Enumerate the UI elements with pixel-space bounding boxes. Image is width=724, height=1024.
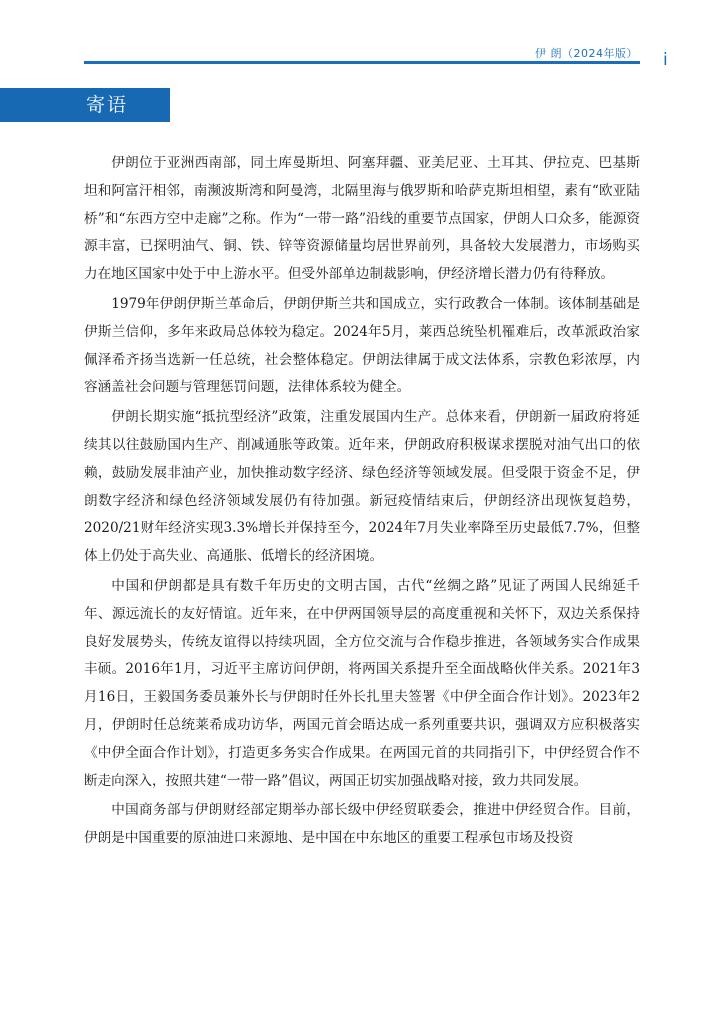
- section-banner: [0, 88, 170, 122]
- paragraph: 1979年伊朗伊斯兰革命后，伊朗伊斯兰共和国成立，实行政教合一体制。该体制基础是伊斯兰信仰，多年来政局总体较为稳定。2024年5月，莱西总统坠机罹难后，改革派政治家佩泽希齐扬当选新一任总统，社会整体稳定。伊朗法律属于成文法体系，宗教色彩浓厚，内容涵盖社会问题与管理惩罚问题，法律体系较为健全。: [84, 295, 640, 396]
- section-title: 寄语: [86, 94, 129, 116]
- body-text: [84, 150, 640, 855]
- paragraph: 中国商务部与伊朗财经部定期举办部长级中伊经贸联委会，推进中伊经贸合作。目前，伊朗是中国重要的原油进口来源地、是中国在中东地区的重要工程承包市场及投资: [84, 802, 640, 847]
- page-number: i: [663, 50, 668, 70]
- running-header-title: 伊 朗（2024年版）: [535, 47, 638, 60]
- paragraph: 伊朗长期实施“抵抗型经济”政策，注重发展国内生产。总体来看，伊朗新一届政府将延续其以往鼓励国内生产、削减通胀等政策。近年来，伊朗政府积极谋求摆脱对油气出口的依赖，鼓励发展非油产业，加快推动数字经济、绿色经济等领域发展。但受限于资金不足，伊朗数字经济和绿色经济领域发展仍有待加强。新冠疫情结束后，伊朗经济出现恢复趋势，2020/21财年经济实现3.3%增长并保持至今，2024年7月失业率降至历史最低7.7%，但整体上仍处于高失业、高通胀、低增长的经济困境。: [84, 409, 640, 565]
- paragraph: 伊朗位于亚洲西南部，同土库曼斯坦、阿塞拜疆、亚美尼亚、土耳其、伊拉克、巴基斯坦和阿富汗相邻，南濒波斯湾和阿曼湾，北隔里海与俄罗斯和哈萨克斯坦相望，素有“欧亚陆桥”和“东西方空中走廊”之称。作为“一带一路”沿线的重要节点国家，伊朗人口众多，能源资源丰富，已探明油气、铜、铁、锌等资源储量均居世界前列，具备较大发展潜力，市场购买力在地区国家中处于中上游水平。但受外部单边制裁影响，伊经济增长潜力仍有待释放。: [84, 155, 640, 283]
- paragraph: 中国和伊朗都是具有数千年历史的文明古国，古代“丝绸之路”见证了两国人民绵延千年、源远流长的友好情谊。近年来，在中伊两国领导层的高度重视和关怀下，双边关系保持良好发展势头，传统友谊得以持续巩固，全方位交流与合作稳步推进，各领域务实合作成果丰硕。2016年1月，习近平主席访问伊朗，将两国关系提升至全面战略伙伴关系。2021年3月16日，王毅国务委员兼外长与伊朗时任外长扎里夫签署《中伊全面合作计划》。2023年2月，伊朗时任总统莱希成功访华，两国元首会晤达成一系列重要共识，强调双方应积极落实《中伊全面合作计划》，打造更多务实合作成果。在两国元首的共同指引下，中伊经贸合作不断走向深入，按照共建“一带一路”倡议，两国正切实加强战略对接，致力共同发展。: [84, 577, 640, 789]
- header-rule: [84, 61, 640, 64]
